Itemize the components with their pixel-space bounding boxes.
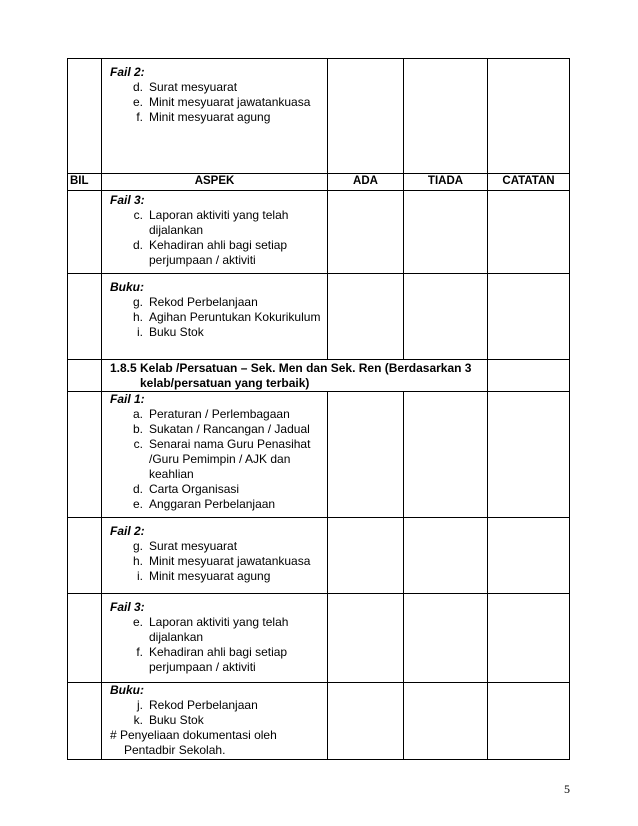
ada-cell [328,59,404,174]
ada-cell [328,274,404,360]
list-item [102,325,327,340]
tiada-cell [404,594,488,683]
item-text: Minit mesyuarat agung [149,569,271,583]
header-catatan: CATATAN [488,174,570,191]
item-label: g. [132,539,143,553]
item-label: j. [137,698,143,712]
item-label: a. [132,407,143,421]
tiada-cell [404,518,488,594]
item-text: Surat mesyuarat [149,80,238,94]
list-item [102,407,327,422]
group-title: Buku: [110,683,144,697]
catatan-cell [488,59,570,174]
header-bil: BIL [68,174,102,191]
ada-cell [328,683,404,760]
section-heading-row [68,360,570,392]
item-text: Kehadiran ahli bagi setiap perjumpaan / aktiviti [149,238,288,267]
catatan-cell [488,518,570,594]
list-item [102,645,327,675]
group-title: Fail 3: [110,600,145,614]
item-label: i. [137,325,143,339]
item-label: d. [132,80,143,94]
section-title-line2: kelab/persatuan yang terbaik) [140,376,310,390]
item-label: e. [132,95,143,109]
item-label: d. [132,238,143,252]
item-text: Rekod Perbelanjaan [149,295,258,309]
item-text: Surat mesyuarat [149,539,238,553]
group-title: Fail 2: [110,524,145,538]
list-item [102,482,327,497]
item-label: f. [136,645,143,659]
tiada-cell [404,191,488,274]
item-label: h. [132,554,143,568]
checklist-table [67,58,570,760]
aspek-cell [102,392,328,518]
page-number: 5 [564,782,570,796]
item-label: f. [136,110,143,124]
catatan-cell [488,274,570,360]
item-text: Buku Stok [149,713,204,727]
list-item [102,437,327,482]
item-label: d. [132,482,143,496]
ada-cell [328,392,404,518]
table-row [68,392,570,518]
list-item [102,698,327,713]
note [102,728,327,758]
item-label: c. [133,208,143,222]
ada-cell [328,191,404,274]
header-tiada: TIADA [404,174,488,191]
tiada-cell [404,274,488,360]
list-item [102,80,327,95]
item-text: Laporan aktiviti yang telah dijalankan [149,208,289,237]
section-heading [102,360,488,392]
section-number: 1.8.5 [110,361,137,375]
item-text: Minit mesyuarat jawatankuasa [149,95,311,109]
item-text: Peraturan / Perlembagaan [149,407,290,421]
list-item [102,569,327,584]
note-line2: Pentadbir Sekolah. [124,743,226,757]
item-label: b. [132,422,143,436]
aspek-cell [102,59,328,174]
group-title: Buku: [110,280,144,294]
bil-cell [68,274,102,360]
table-row [68,191,570,274]
list-item [102,539,327,554]
bil-cell [68,518,102,594]
ada-cell [328,518,404,594]
aspek-cell [102,518,328,594]
tiada-cell [404,683,488,760]
item-text: Buku Stok [149,325,204,339]
item-text: Carta Organisasi [149,482,240,496]
list-item [102,615,327,645]
catatan-cell [488,360,570,392]
catatan-cell [488,392,570,518]
aspek-cell [102,191,328,274]
tiada-cell [404,392,488,518]
ada-cell [328,594,404,683]
list-item [102,110,327,125]
item-text: Laporan aktiviti yang telah dijalankan [149,615,289,644]
bil-cell [68,191,102,274]
aspek-cell [102,683,328,760]
item-label: h. [132,310,143,324]
bil-cell [68,392,102,518]
aspek-cell [102,274,328,360]
item-text: Agihan Peruntukan Kokurikulum [149,310,321,324]
list-item [102,422,327,437]
item-text: Minit mesyuarat agung [149,110,271,124]
group-title: Fail 3: [110,193,145,207]
item-text: Anggaran Perbelanjaan [149,497,276,511]
table-row [68,683,570,760]
catatan-cell [488,683,570,760]
list-item [102,310,327,325]
group-title: Fail 2: [110,65,145,79]
list-item [102,208,327,238]
header-ada: ADA [328,174,404,191]
list-item [102,95,327,110]
table-row [68,59,570,174]
list-item [102,713,327,728]
header-row [68,174,570,191]
bil-cell [68,683,102,760]
item-text: Rekod Perbelanjaan [149,698,258,712]
item-label: k. [133,713,143,727]
list-item [102,295,327,310]
list-item [102,554,327,569]
item-label: e. [132,615,143,629]
item-text: Senarai nama Guru Penasihat /Guru Pemimpin / AJK dan keahlian [149,437,311,481]
note-line1: # Penyeliaan dokumentasi oleh [110,728,277,742]
item-text: Kehadiran ahli bagi setiap perjumpaan / aktiviti [149,645,288,674]
bil-cell [68,360,102,392]
list-item [102,238,327,268]
catatan-cell [488,594,570,683]
table-row [68,518,570,594]
item-label: i. [137,569,143,583]
item-label: c. [133,437,143,451]
aspek-cell [102,594,328,683]
group-title: Fail 1: [110,392,145,406]
bil-cell [68,594,102,683]
tiada-cell [404,59,488,174]
table-row [68,594,570,683]
section-title-line1: Kelab /Persatuan – Sek. Men dan Sek. Ren (Berdasarkan 3 [140,361,472,375]
header-aspek: ASPEK [102,174,328,191]
list-item [102,497,327,512]
table-row [68,274,570,360]
bil-cell [68,59,102,174]
catatan-cell [488,191,570,274]
item-text: Minit mesyuarat jawatankuasa [149,554,311,568]
item-label: e. [132,497,143,511]
item-label: g. [132,295,143,309]
item-text: Sukatan / Rancangan / Jadual [149,422,310,436]
